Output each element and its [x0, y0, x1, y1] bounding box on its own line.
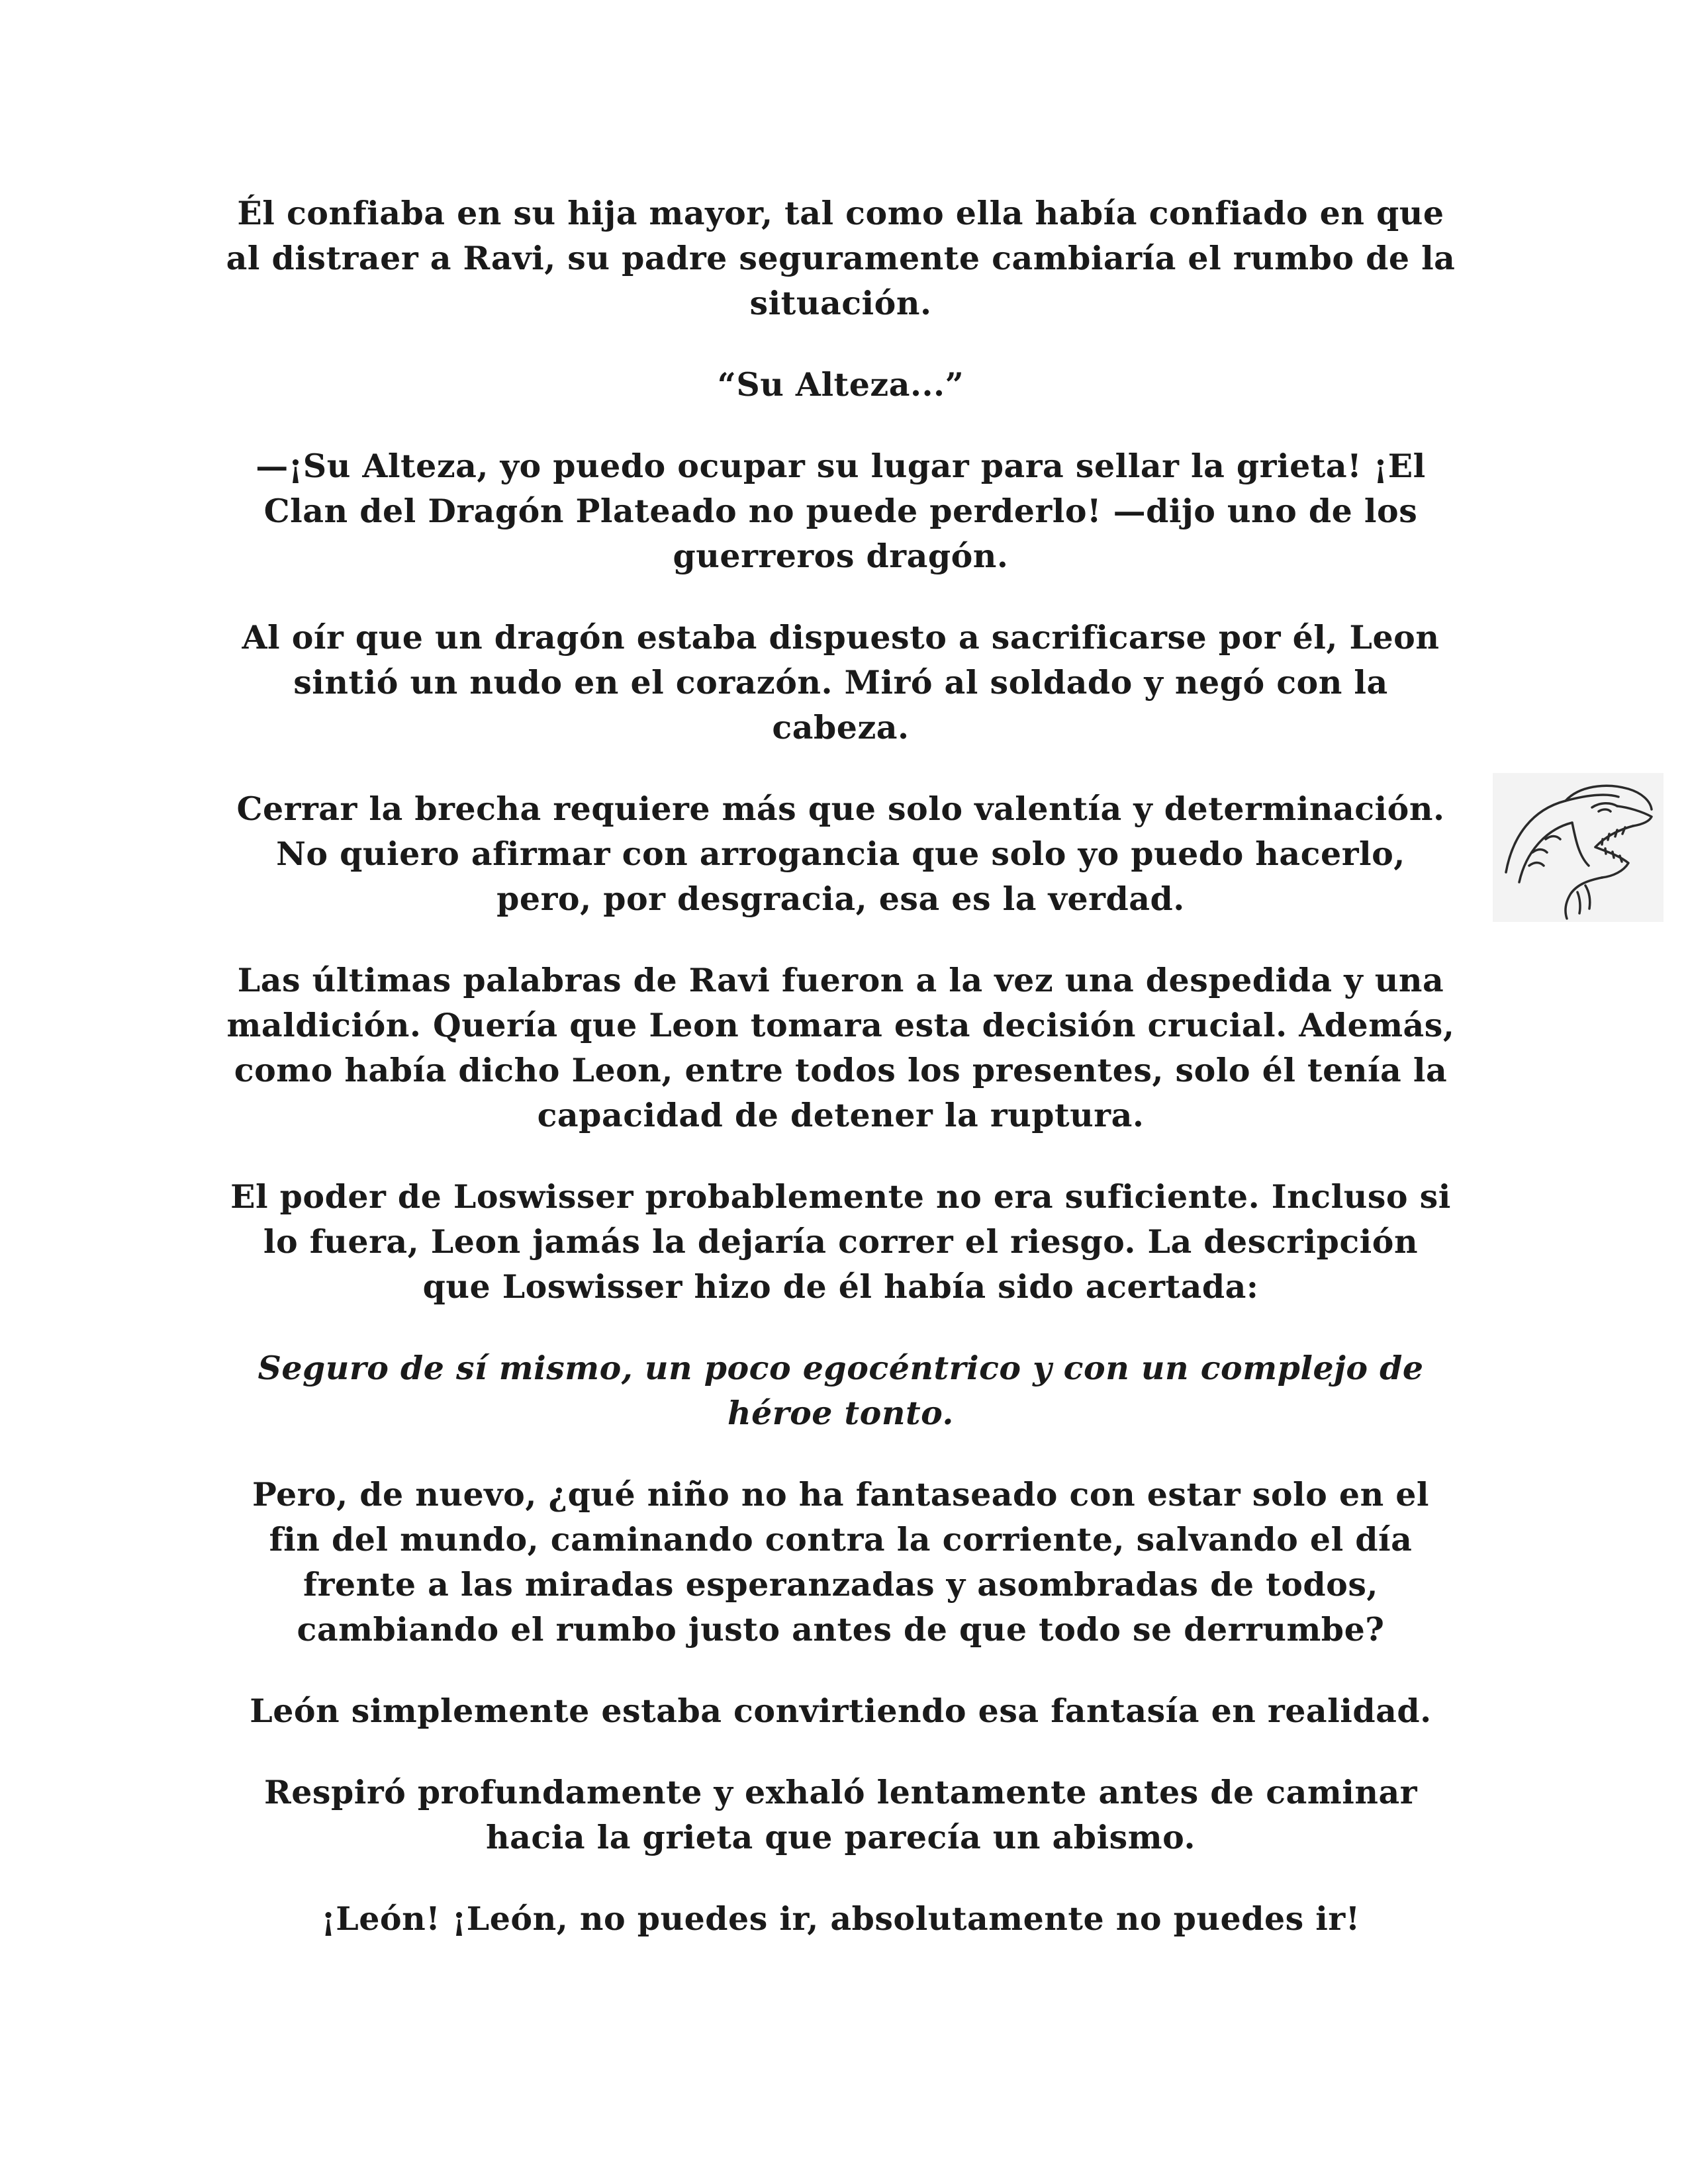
paragraph: León simplemente estaba convirtiendo esa fantasía en realidad.: [250, 1692, 1432, 1730]
paragraph: Pero, de nuevo, ¿qué niño no ha fantaseado con estar solo en el fin del mundo, caminando contra la corriente, salvando el día frente a las miradas esperanzadas y asombradas de todos, cambiando el rumbo justo antes de que todo se derrumbe?: [252, 1475, 1430, 1649]
body-text: [225, 191, 1456, 1978]
dragon-sketch-icon: [1493, 773, 1664, 922]
paragraph: Él confiaba en su hija mayor, tal como ella había confiado en que al distraer a Ravi, su padre seguramente cambiaría el rumbo de la situación.: [226, 194, 1456, 322]
paragraph: Respiró profundamente y exhaló lentamente antes de caminar hacia la grieta que parecía un abismo.: [263, 1773, 1418, 1856]
paragraph: El poder de Loswisser probablemente no era suficiente. Incluso si lo fuera, Leon jamás la dejaría correr el riesgo. La descripción que Loswisser hizo de él había sido acertada:: [230, 1177, 1451, 1306]
paragraph-italic: Seguro de sí mismo, un poco egocéntrico y con un complejo de héroe tonto.: [258, 1349, 1424, 1432]
paragraph: Las últimas palabras de Ravi fueron a la vez una despedida y una maldición. Quería que Leon tomara esta decisión crucial. Además, como había dicho Leon, entre todos los presentes, solo él tenía la capacidad de detener la ruptura.: [226, 961, 1455, 1134]
paragraph: “Su Alteza...”: [717, 365, 964, 404]
paragraph: —¡Su Alteza, yo puedo ocupar su lugar para sellar la grieta! ¡El Clan del Dragón Plateado no puede perderlo! —dijo uno de los guerreros dragón.: [256, 447, 1426, 575]
paragraph: Cerrar la brecha requiere más que solo valentía y determinación. No quiero afirmar con arrogancia que solo yo puedo hacerlo, pero, por desgracia, esa es la verdad.: [236, 790, 1445, 918]
paragraph: ¡León! ¡León, no puedes ir, absolutamente no puedes ir!: [321, 1899, 1360, 1938]
paragraph: Al oír que un dragón estaba dispuesto a sacrificarse por él, Leon sintió un nudo en el corazón. Miró al soldado y negó con la cabeza.: [242, 618, 1440, 747]
